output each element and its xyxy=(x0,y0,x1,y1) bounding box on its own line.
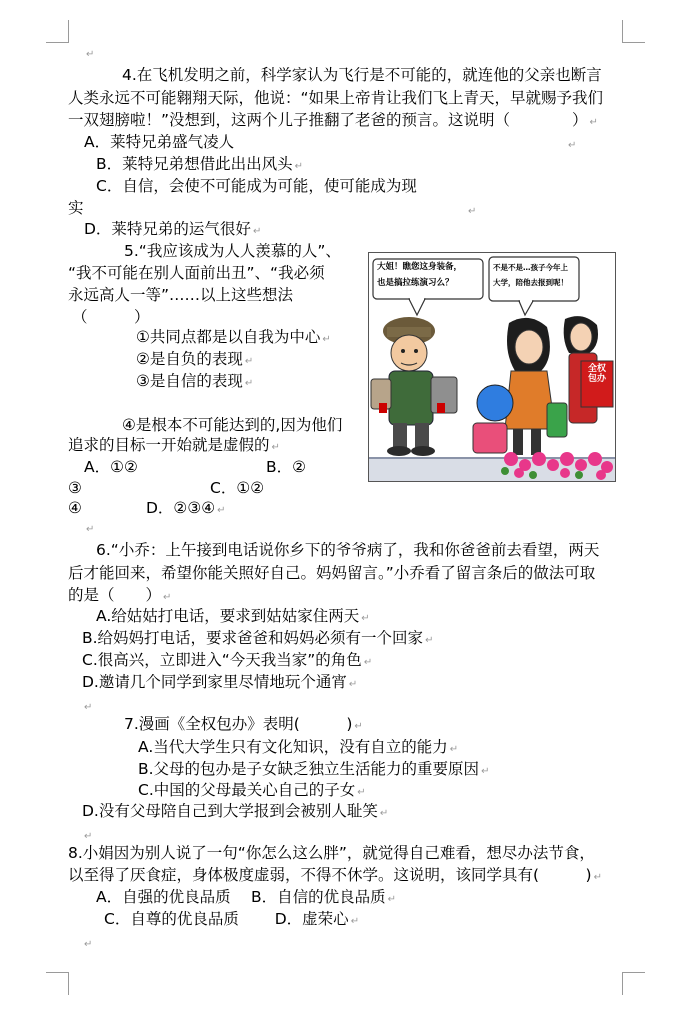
q8-options-a-b: A．自强的优良品质 B．自信的优良品质 ↵ xyxy=(96,888,397,906)
paragraph-mark: ↵ xyxy=(593,872,602,883)
q5-statement-2: ②是自负的表现 ↵ xyxy=(136,350,254,368)
paragraph-mark: ↵ xyxy=(294,161,304,172)
paragraph-mark: ↵ xyxy=(252,226,262,237)
q7-option-d: D.没有父母陪自己到大学报到会被别人耻笑 ↵ xyxy=(82,802,389,820)
q6-option-a: A.给姑姑打电话，要求到姑姑家住两天 ↵ xyxy=(96,607,370,625)
cartoon-sign-text: 全权包办 xyxy=(587,364,606,384)
q5-statement-4: ④是根本不可能达到的,因为他们 xyxy=(122,416,343,434)
corner-mark-bottom-right xyxy=(622,972,645,995)
q5-statement-4-continued: 追求的目标一开始就是虚假的 ↵ xyxy=(68,436,280,454)
paragraph-mark: ↵ xyxy=(84,702,93,713)
q5-option-a: A．①② xyxy=(84,458,138,476)
paragraph-mark: ↵ xyxy=(425,635,434,646)
corner-mark-top-left xyxy=(46,20,69,43)
paragraph-mark: ↵ xyxy=(84,939,93,950)
q6-stem-line-1: 6.“小乔：上午接到电话说你乡下的爷爷病了，我和你爸爸前去看望，两天 xyxy=(96,541,600,559)
paragraph-mark: ↵ xyxy=(379,808,389,819)
paragraph-mark: ↵ xyxy=(468,206,477,217)
paragraph-mark: ↵ xyxy=(244,356,254,367)
cartoon-illustration xyxy=(368,252,616,482)
q5-statement-1: ①共同点都是以自我为中心 ↵ xyxy=(136,328,331,346)
paragraph-mark: ↵ xyxy=(350,916,360,927)
corner-mark-top-right xyxy=(622,20,645,43)
q4-option-d: D．莱特兄弟的运气很好 ↵ xyxy=(84,220,262,238)
paragraph-mark: ↵ xyxy=(363,657,373,668)
q8-stem-line-1: 8.小娟因为别人说了一句“你怎么这么胖”，就觉得自己难看，想尽办法节食， xyxy=(68,844,595,862)
paragraph-mark: ↵ xyxy=(271,442,280,453)
q4-stem-line-2: 人类永远不可能翱翔天际，他说：“如果上帝肯让我们飞上青天，早就赐予我们 xyxy=(68,89,604,107)
bubble-2-line-1: 不是不是…孩子今年上 xyxy=(493,263,568,272)
q5-stem-line-4: （ ） xyxy=(72,308,150,326)
q8-options-c-d: C．自尊的优良品质 D．虚荣心 ↵ xyxy=(104,910,360,928)
paragraph-mark: ↵ xyxy=(86,49,95,60)
q5-option-d: D．②③④ ↵ xyxy=(146,499,226,517)
paragraph-mark: ↵ xyxy=(217,505,226,516)
paragraph-mark: ↵ xyxy=(322,334,331,345)
corner-mark-bottom-left xyxy=(46,972,69,995)
paragraph-mark: ↵ xyxy=(84,831,93,842)
q5-option-c: C．①② xyxy=(210,479,265,497)
q7-stem: 7.漫画《全权包办》表明( ) ↵ xyxy=(124,715,363,733)
q6-option-c: C.很高兴，立即进入“今天我当家”的角色 ↵ xyxy=(82,651,373,669)
paragraph-mark: ↵ xyxy=(568,140,577,151)
q6-stem-line-2: 后才能回来，希望你能关照好自己。妈妈留言。”小乔看了留言条后的做法可取 xyxy=(68,564,596,582)
paragraph-mark: ↵ xyxy=(86,524,95,535)
paragraph-mark: ↵ xyxy=(481,766,490,777)
paragraph-mark: ↵ xyxy=(449,744,459,755)
q5-option-c-continued: ④ xyxy=(68,499,82,517)
q6-option-b: B.给妈妈打电话，要求爸爸和妈妈必须有一个回家 ↵ xyxy=(82,629,434,647)
paragraph-mark: ↵ xyxy=(244,378,254,389)
bubble-1-line-1: 大姐！瞧您这身装备， xyxy=(377,262,463,272)
paragraph-mark: ↵ xyxy=(589,117,598,128)
paragraph-mark: ↵ xyxy=(354,721,363,732)
paragraph-mark: ↵ xyxy=(361,613,370,624)
q4-option-c-continued: 实 xyxy=(68,199,84,217)
q4-option-a: A．莱特兄弟盛气凌人 xyxy=(84,133,235,151)
q5-stem-line-3: 永远高人一等”……以上这些想法 xyxy=(68,286,294,304)
paragraph-mark: ↵ xyxy=(357,787,366,798)
q5-statement-3: ③是自信的表现 ↵ xyxy=(136,372,254,390)
paragraph-mark: ↵ xyxy=(348,679,358,690)
bubble-1-line-2: 也是搞拉练演习么？ xyxy=(377,278,454,288)
q6-option-d: D.邀请几个同学到家里尽情地玩个通宵 ↵ xyxy=(82,673,358,691)
q4-stem-line-3: 一双翅膀啦！”没想到，这两个儿子推翻了老爸的预言。这说明（ ） ↵ xyxy=(68,111,598,129)
q4-option-b: B．莱特兄弟想借此出出风头 ↵ xyxy=(96,155,304,173)
q7-option-b: B.父母的包办是子女缺乏独立生活能力的重要原因 ↵ xyxy=(138,760,490,778)
paragraph-mark: ↵ xyxy=(163,592,172,603)
q5-option-b-continued: ③ xyxy=(68,479,82,497)
bubble-2-line-2: 大学，陪他去报到呢！ xyxy=(493,278,568,287)
q5-option-b: B．② xyxy=(266,458,307,476)
q7-option-c: C.中国的父母最关心自己的子女 ↵ xyxy=(138,781,366,799)
paragraph-mark: ↵ xyxy=(387,894,397,905)
q5-stem-line-2: “我不可能在别人面前出丑”、“我必须 xyxy=(68,264,325,282)
q6-stem-line-3: 的是（ ） ↵ xyxy=(68,586,172,604)
q4-stem-line-1: 4.在飞机发明之前，科学家认为飞行是不可能的，就连他的父亲也断言 xyxy=(122,66,602,84)
q8-stem-line-2: 以至得了厌食症，身体极度虚弱，不得不休学。这说明，该同学具有( ) ↵ xyxy=(68,866,602,884)
q4-option-c: C．自信，会使不可能成为可能，使可能成为现 xyxy=(96,177,417,195)
q5-stem-line-1: 5.“我应该成为人人羡慕的人”、 xyxy=(124,242,341,260)
q7-option-a: A.当代大学生只有文化知识，没有自立的能力 ↵ xyxy=(138,738,459,756)
